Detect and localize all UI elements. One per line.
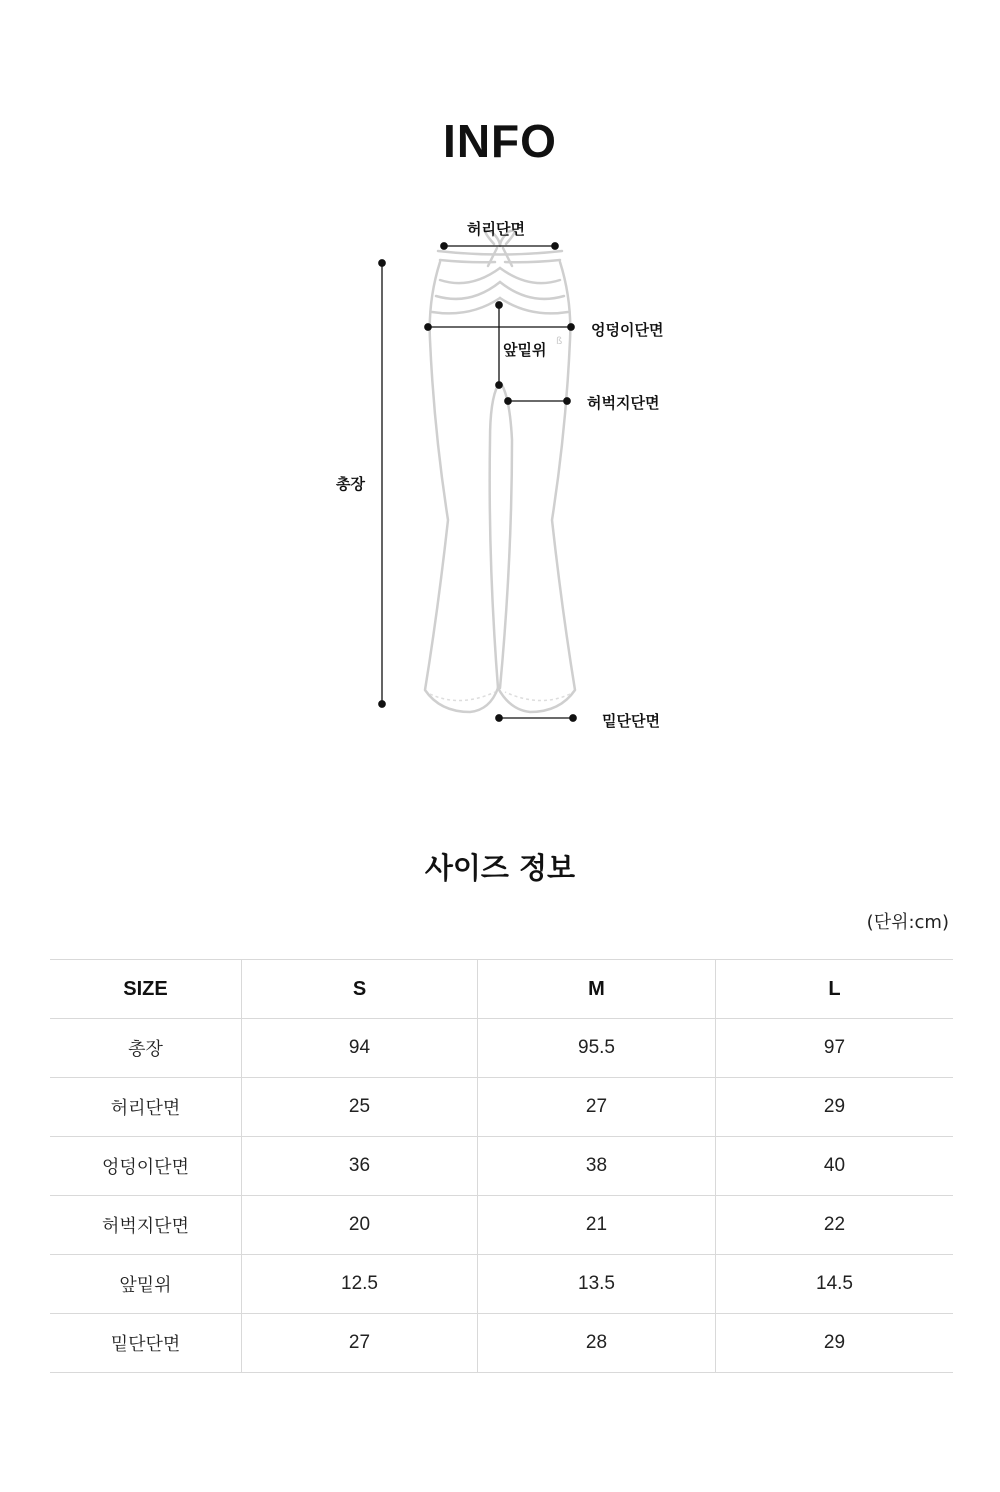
table-cell: 21: [478, 1196, 716, 1255]
row-label: 총장: [50, 1019, 242, 1078]
table-cell: 25: [242, 1078, 478, 1137]
table-cell: 29: [716, 1078, 954, 1137]
hem-label: 밑단단면: [602, 712, 660, 730]
table-row: [50, 1255, 953, 1314]
row-label: 앞밑위: [50, 1255, 242, 1314]
info-title: INFO: [443, 115, 557, 167]
table-cell: 38: [478, 1137, 716, 1196]
row-label: 밑단단면: [50, 1314, 242, 1373]
measurement-lines: [379, 243, 576, 721]
table-cell: 95.5: [478, 1019, 716, 1078]
table-row: [50, 1078, 953, 1137]
length-label: 총장: [336, 475, 365, 493]
header-cell: SIZE: [50, 960, 242, 1019]
table-cell: 20: [242, 1196, 478, 1255]
table-header-row: [50, 960, 953, 1019]
table-cell: 14.5: [716, 1255, 954, 1314]
size-info-title: 사이즈 정보: [424, 851, 576, 885]
table-row: [50, 1196, 953, 1255]
table-cell: 29: [716, 1314, 954, 1373]
header-cell: S: [242, 960, 478, 1019]
row-label: 허리단면: [50, 1078, 242, 1137]
thigh-label: 허벅지단면: [587, 394, 660, 412]
table-cell: 13.5: [478, 1255, 716, 1314]
tag-icon: ß: [556, 336, 563, 347]
table-cell: 36: [242, 1137, 478, 1196]
rise-label: 앞밑위: [503, 341, 547, 359]
row-label: 허벅지단면: [50, 1196, 242, 1255]
header-cell: M: [478, 960, 716, 1019]
unit-label: (단위:cm): [866, 912, 949, 933]
table-cell: 27: [478, 1078, 716, 1137]
table-cell: 40: [716, 1137, 954, 1196]
hip-label: 엉덩이단면: [591, 321, 664, 339]
header-cell: L: [716, 960, 954, 1019]
table-cell: 94: [242, 1019, 478, 1078]
waist-label: 허리단면: [467, 220, 525, 238]
table-row: [50, 1137, 953, 1196]
table-cell: 27: [242, 1314, 478, 1373]
table-cell: 97: [716, 1019, 954, 1078]
row-label: 엉덩이단면: [50, 1137, 242, 1196]
table-cell: 28: [478, 1314, 716, 1373]
table-cell: 22: [716, 1196, 954, 1255]
table-cell: 12.5: [242, 1255, 478, 1314]
size-table: [50, 959, 953, 1373]
table-row: [50, 1019, 953, 1078]
table-row: [50, 1314, 953, 1373]
